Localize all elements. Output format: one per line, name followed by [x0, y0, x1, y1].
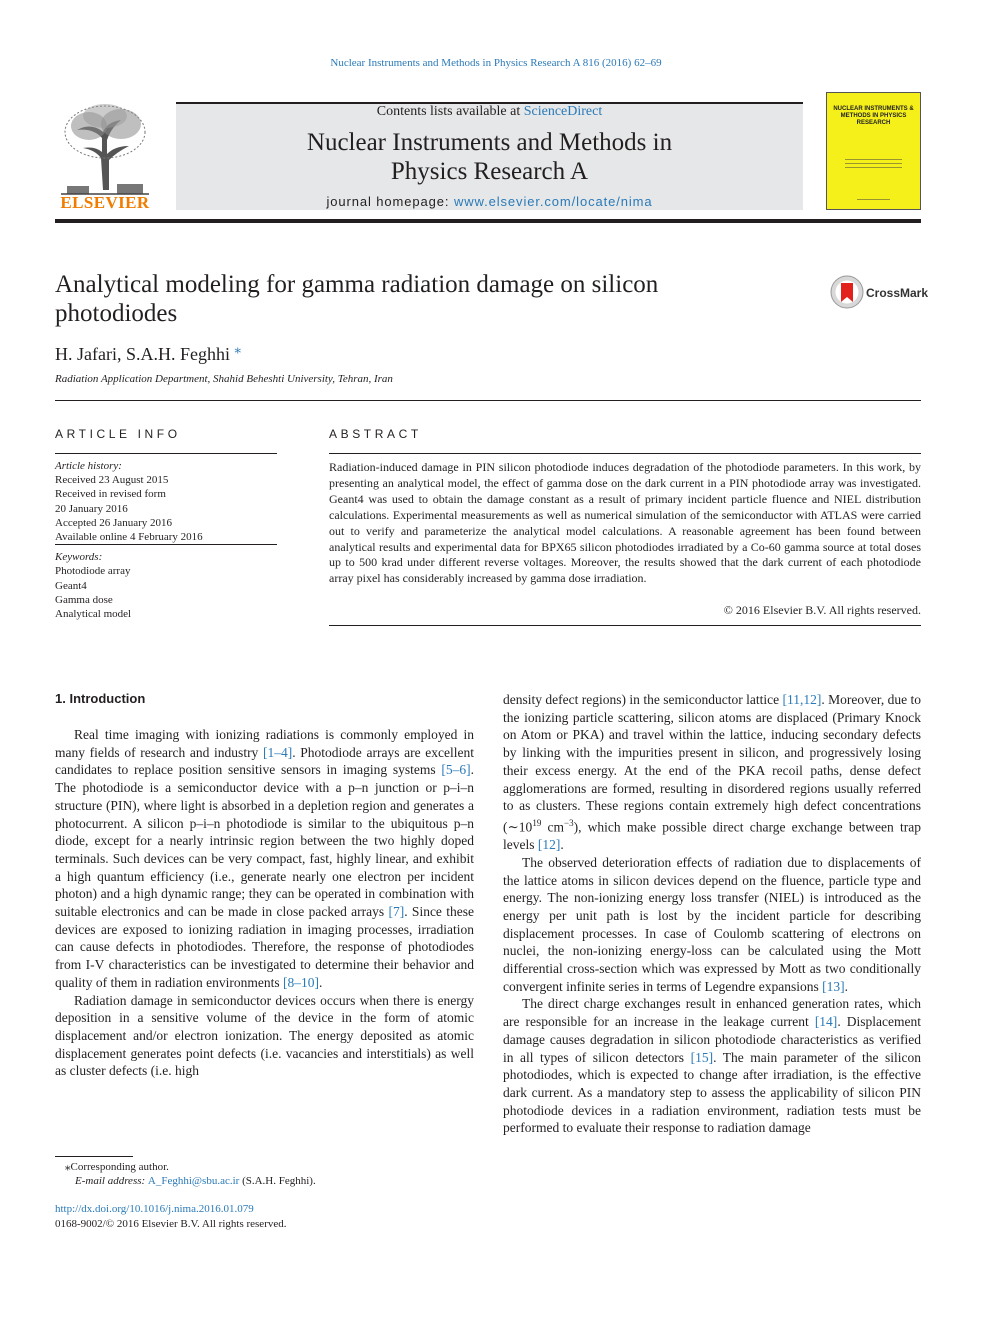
- citation-link[interactable]: [13]: [822, 978, 845, 994]
- paragraph: [503, 854, 921, 996]
- paragraph: [55, 726, 474, 992]
- cover-line: [845, 167, 902, 168]
- crossmark-icon[interactable]: [829, 274, 865, 310]
- superscript: −3: [564, 817, 574, 828]
- journal-title-box: [176, 102, 803, 210]
- header-rule: [55, 400, 921, 401]
- article-info: [55, 453, 277, 621]
- citation-link[interactable]: [14]: [814, 1014, 838, 1030]
- citation-link[interactable]: [12]: [537, 837, 561, 853]
- elsevier-wordmark: ELSEVIER: [60, 193, 150, 212]
- doi-block: [55, 1202, 287, 1231]
- issn-line: 0168-9002/© 2016 Elsevier B.V. All rights reserved.: [55, 1217, 287, 1230]
- cover-line: [845, 163, 902, 164]
- text-run: . The photodiode is a semiconductor device with a p–n junction or p–i–n structure (PIN), where light is absorbed in a depletion region and generates a photocurrent. A silicon p–i–n photodiode is similar to the ubiquitous p–n diode, except for a nearly intrinsic region between the two highly doped terminals. Such devices can be very compact, fast, highly linear, and exhibit a high quantum efficiency (i.e., generate nearly one electron per incident photon) and a high dynamic range; they can be operated in combination with suitable electronics and can be made in close packed arrays: [55, 762, 474, 920]
- citation-link[interactable]: [8–10]: [282, 974, 319, 990]
- body-right-column: [503, 691, 921, 1137]
- journal-title: [176, 128, 803, 186]
- history-item: Received in revised form: [55, 488, 166, 501]
- text-run: Real time imaging with ionizing radiations is commonly employed in many fields of research and industry: [55, 727, 474, 760]
- running-head[interactable]: Nuclear Instruments and Methods in Physics Research A 816 (2016) 62–69: [330, 57, 662, 69]
- homepage-line: [176, 194, 803, 209]
- footnote-rule: [55, 1156, 133, 1157]
- article-info-heading: ARTICLE INFO: [55, 427, 181, 441]
- email-label: E-mail address:: [75, 1175, 148, 1187]
- text-run: .: [560, 837, 564, 853]
- history-item: 20 January 2016: [55, 502, 128, 515]
- text-run: density defect regions) in the semiconductor lattice: [503, 692, 783, 707]
- authors: [55, 341, 241, 365]
- corresponding-author-note: ⁎Corresponding author.: [65, 1161, 169, 1173]
- journal-title-line-1: Nuclear Instruments and Methods in: [306, 129, 673, 156]
- citation-link[interactable]: [15]: [690, 1049, 714, 1065]
- copyright: © 2016 Elsevier B.V. All rights reserved.: [723, 603, 921, 617]
- text-run: . The main parameter of the silicon photodiodes, which is expected to change after irradiation, is the effective dark current. As a mandatory step to assess the applicability of silicon PIN photodiode devices in a radiation environment, radiation tests must be performed to evaluate their response to radiation damage: [503, 1049, 921, 1136]
- footnote: [55, 1160, 474, 1188]
- crossmark-label[interactable]: CrossMark: [866, 286, 929, 300]
- citation-link[interactable]: [5–6]: [441, 762, 471, 778]
- keywords-label: Keywords:: [55, 551, 103, 564]
- keyword: Photodiode array: [55, 565, 131, 578]
- cover-line: [857, 199, 890, 200]
- email-suffix: (S.A.H. Feghhi).: [239, 1175, 316, 1187]
- citation-link[interactable]: [1–4]: [263, 744, 293, 760]
- text-run: . Photodiode arrays are excellent candidates to replace position sensitive sensors in imaging systems: [55, 744, 475, 778]
- abstract-text: Radiation-induced damage in PIN silicon photodiode induces degradation of the photodiode parameters. In this work, by presenting an analytical model, the effect of gamma dose on the dark current in a PIN photodiode array was investigated. Geant4 was used to obtain the damage constant as a result of primary incident particle fluence and NIEL distribution calculations. Experimental measurements as well as numerical simulation of the semiconductor with ATLAS were carried out to verify and parameterize the analytical model calculations. A reasonable agreement has been found between analytical results and experimental data for BPX65 silicon photodiodes irradiated by a Co-60 gamma source at total doses up to 500 krad under different reverse voltages. Moreover, the results showed that the dark current of each photodiode array pixel has considerably increased by gamma dose irradiation.: [329, 460, 921, 586]
- keyword: Gamma dose: [55, 593, 113, 606]
- keyword: Analytical model: [55, 608, 132, 621]
- sciencedirect-link[interactable]: ScienceDirect: [523, 104, 603, 119]
- text-run: .: [318, 974, 323, 990]
- citation-link[interactable]: [7]: [388, 904, 405, 920]
- affiliation: Radiation Application Department, Shahid Beheshti University, Tehran, Iran: [55, 373, 393, 385]
- journal-cover-thumbnail[interactable]: [826, 92, 921, 210]
- history-item: Received 23 August 2015: [55, 474, 169, 487]
- paragraph: [503, 691, 921, 854]
- text-run: . Since these devices are exposed to ionizing radiation in imaging processes, irradiation can cause defects in photodiodes. Therefore, the response of photodiodes from I-V characteristics can be investigated to determine their behavior and quality of them in radiation environments: [55, 904, 474, 990]
- cover-title: NUCLEAR INSTRUMENTS & METHODS IN PHYSICS RESEARCH: [833, 106, 914, 126]
- paragraph: [503, 995, 921, 1137]
- paragraph: [55, 992, 474, 1081]
- text-run: . Displacement damage causes degradation in silicon photodiode characteristics as verified in all types of silicon detectors: [503, 1014, 921, 1065]
- email-link[interactable]: A_Feghhi@sbu.ac.ir: [147, 1175, 240, 1187]
- masthead-rule: [55, 219, 921, 223]
- text-run: ), which make possible direct charge exchange between trap levels: [503, 819, 921, 853]
- history-item: Accepted 26 January 2016: [55, 516, 172, 529]
- homepage-link[interactable]: www.elsevier.com/locate/nima: [453, 194, 653, 209]
- text-run: cm: [541, 819, 565, 835]
- history-item: Available online 4 February 2016: [55, 531, 203, 544]
- abstract-end-rule: [329, 625, 921, 626]
- doi-link[interactable]: http://dx.doi.org/10.1016/j.nima.2016.01.079: [55, 1203, 254, 1215]
- homepage-prefix: journal homepage:: [326, 194, 454, 209]
- abstract-rule: [329, 453, 921, 454]
- paper-title: Analytical modeling for gamma radiation damage on silicon photodiodes: [55, 271, 659, 327]
- keyword: Geant4: [55, 579, 87, 592]
- contents-line: [176, 104, 803, 120]
- text-run: Radiation damage in semiconductor devices occurs when there is energy deposition in a sensitive volume of the device in the form of atomic displacement and/or electron ionization. The energy deposited as atomic displacement generates point defects (i.e. vacancies and interstitials) as well as cluster defects (i.e. high: [55, 992, 474, 1079]
- text-run: The observed deterioration effects of radiation due to displacements of the lattice atoms in silicon devices depend on the fluence, particle type and energy. The non-ionizing energy loss transfer (NIEL) is introduced as the energy per unit path is lost by the incident particle for describing displacement processes. In case of Coulomb scattering of electrons on nuclei, the non-ionizing energy-loss can be calculated using the Mott differential cross-section which was expressed by Mott as two conditionally convergent infinite series in terms of Legendre expansions: [503, 854, 921, 994]
- corresponding-author-mark[interactable]: ⁎: [234, 341, 241, 356]
- cover-line: [845, 159, 902, 160]
- text-run: . Moreover, due to the ionizing particle scattering, silicon atoms are displaced (Primary Knock on Atom or PKA) and travel within the lattice, inducing secondary defects by linking with the impurities present in silicon, and progressively losing their excess energy. At the end of the PKA recoil paths, dense defect agglomerations are formed, resulting in disordered regions usually referred to as clusters. These regions contain extremely high defect concentrations (∼10: [503, 692, 921, 835]
- text-run: The direct charge exchanges result in enhanced generation rates, which are responsible for an increase in the leakage current: [503, 996, 921, 1030]
- masthead: [55, 89, 921, 221]
- citation-link[interactable]: [11,12]: [782, 692, 822, 707]
- journal-title-line-2: Physics Research A: [390, 158, 589, 185]
- body-left-column: [55, 726, 474, 1080]
- text-run: .: [844, 978, 849, 994]
- abstract-heading: ABSTRACT: [329, 427, 422, 441]
- contents-prefix: Contents lists available at: [376, 104, 524, 119]
- author-names: H. Jafari, S.A.H. Feghhi: [55, 344, 230, 364]
- history-label: Article history:: [55, 460, 122, 472]
- superscript: 19: [532, 817, 542, 828]
- section-heading-introduction: 1. Introduction: [55, 691, 146, 706]
- email-line: [55, 1174, 474, 1188]
